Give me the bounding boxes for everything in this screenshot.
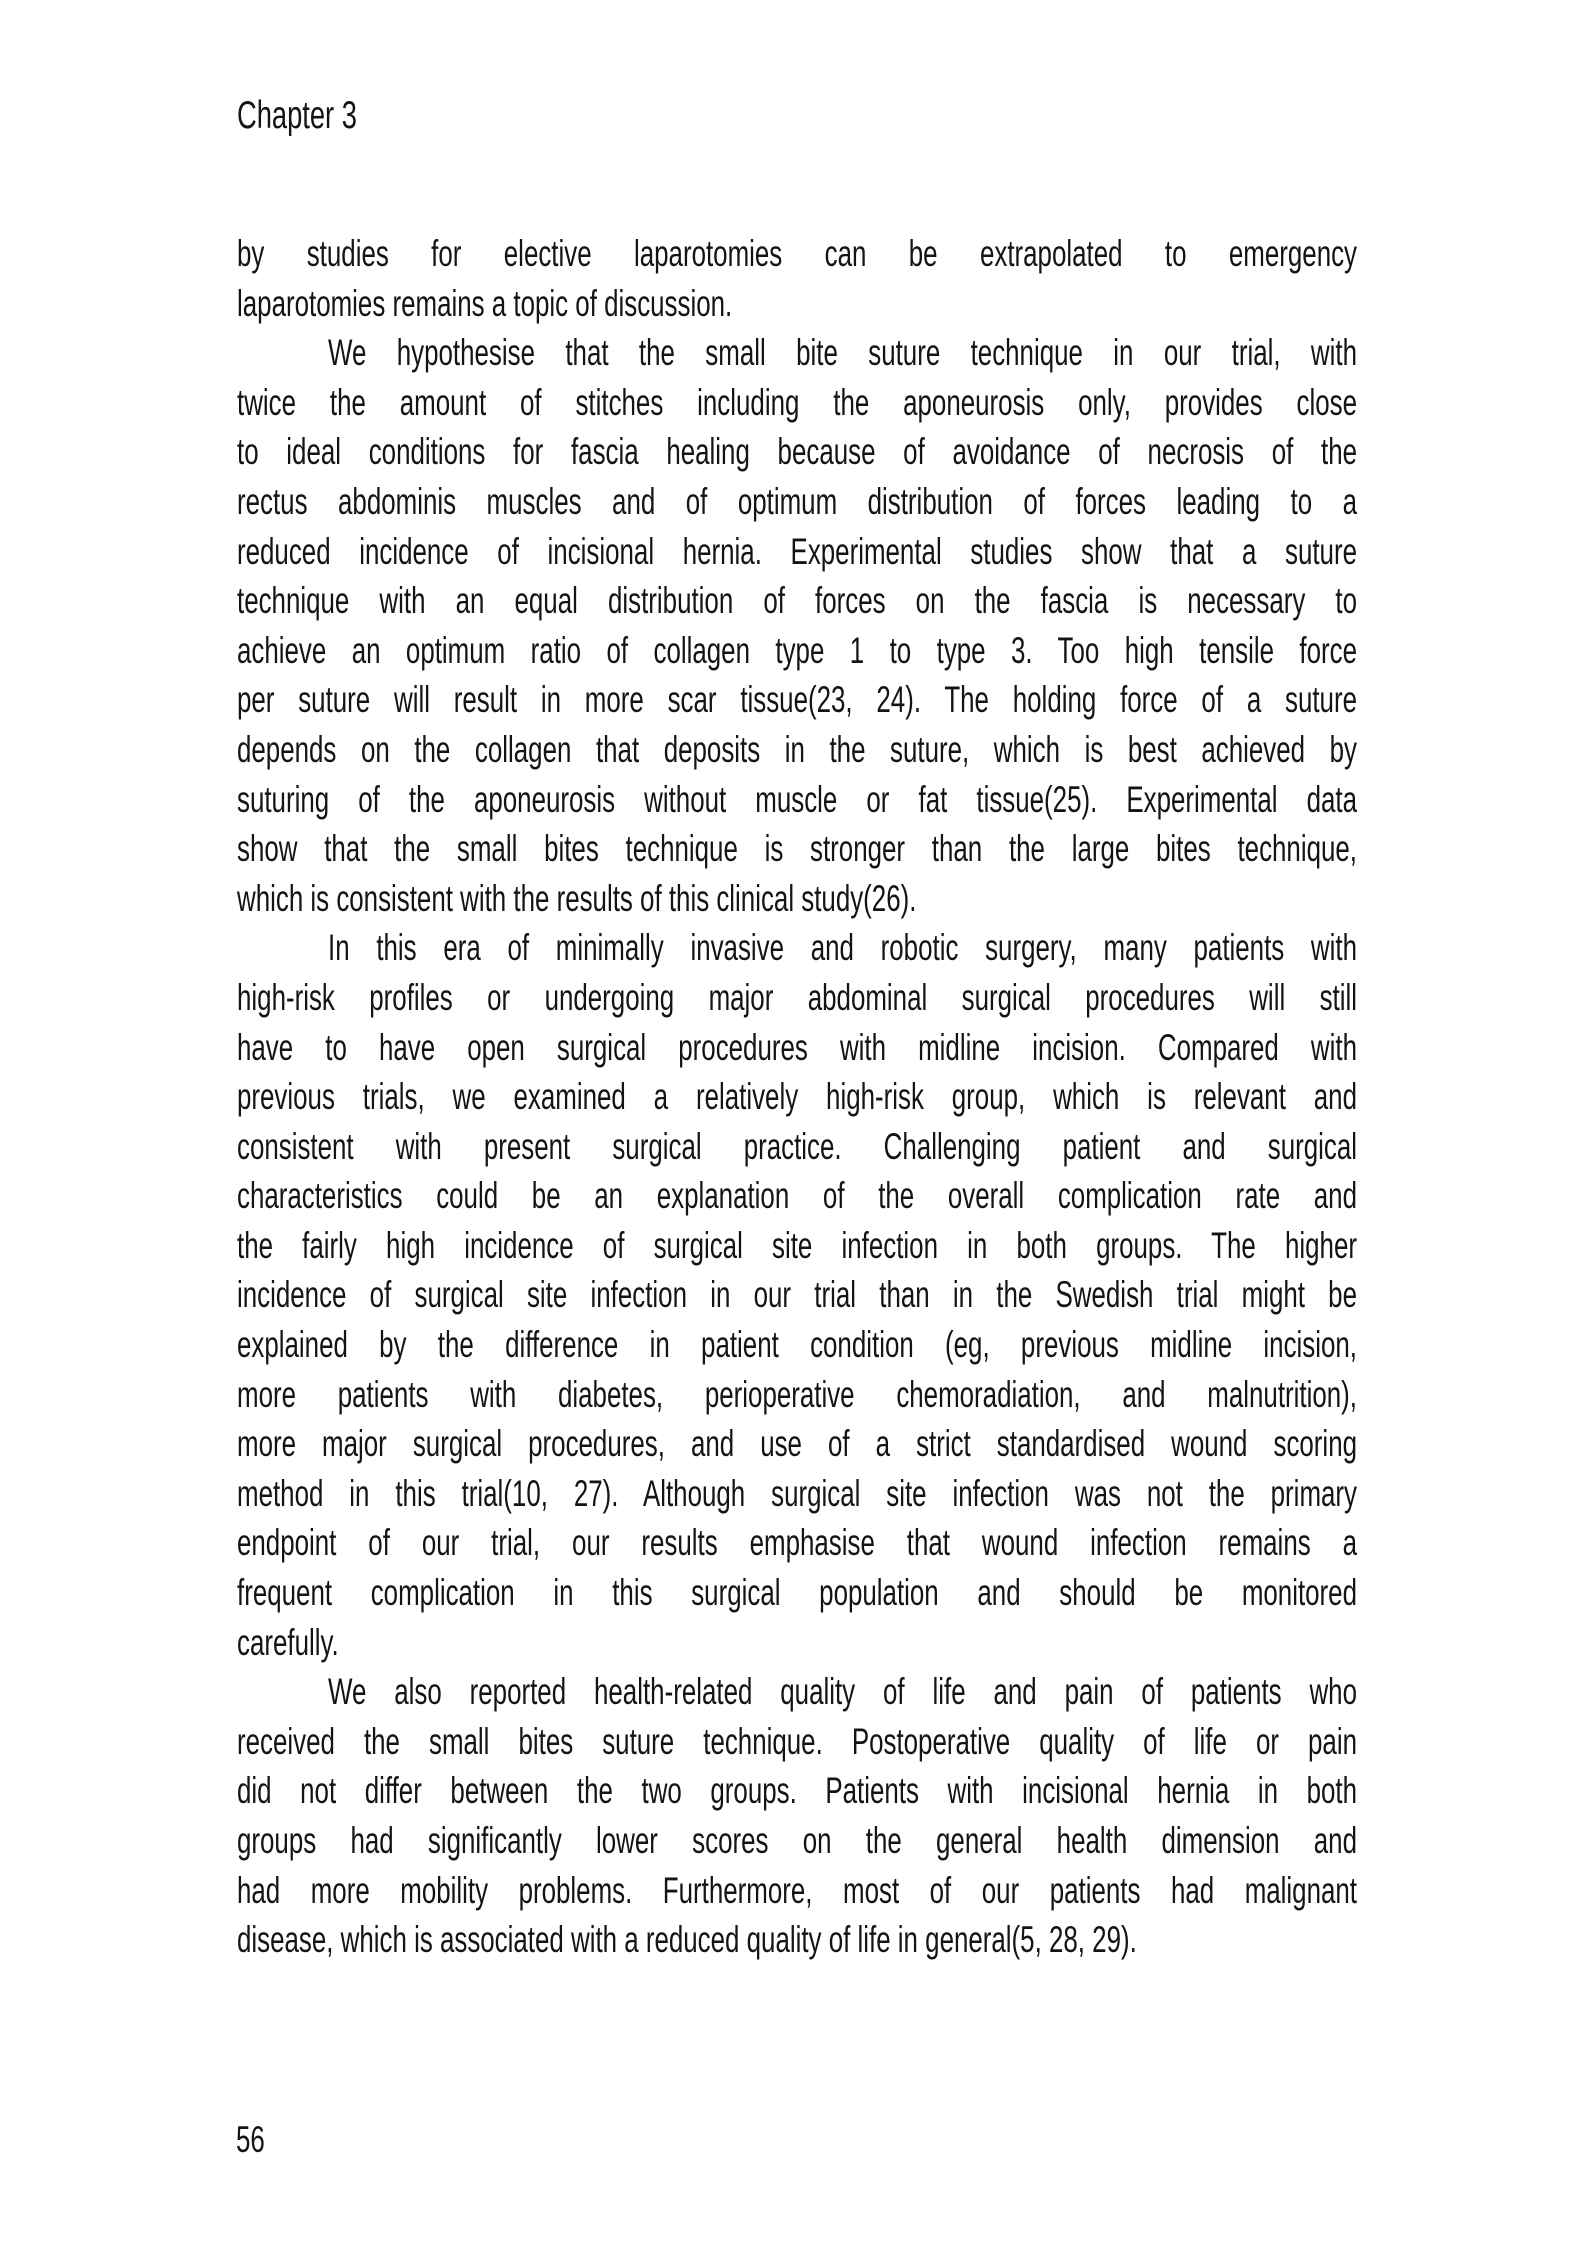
text-line: previous trials, we examined a relatively high-risk group, which is relevant and [237, 1076, 1357, 1118]
text-line: depends on the collagen that deposits in the suture, which is best achieved by [237, 728, 1357, 770]
text-line: We hypothesise that the small bite suture technique in our trial, with [328, 332, 1357, 374]
paragraph-era [237, 923, 1357, 1667]
page-number: 56 [236, 2119, 265, 2160]
text-line: disease, which is associated with a reduced quality of life in general(5, 28, 29). [237, 1919, 1137, 1961]
text-line: endpoint of our trial, our results emphasise that wound infection remains a [237, 1522, 1357, 1564]
text-line: have to have open surgical procedures with midline incision. Compared with [237, 1026, 1357, 1068]
text-line: did not differ between the two groups. Patients with incisional hernia in both [237, 1770, 1357, 1812]
text-line: the fairly high incidence of surgical site infection in both groups. The higher [237, 1224, 1357, 1266]
text-line: carefully. [237, 1621, 339, 1663]
text-line: received the small bites suture technique. Postoperative quality of life or pain [237, 1720, 1357, 1762]
paragraph-quality-of-life [237, 1667, 1357, 1965]
text-line: per suture will result in more scar tissue(23, 24). The holding force of a suture [237, 679, 1357, 721]
text-line: show that the small bites technique is stronger than the large bites technique, [237, 828, 1357, 870]
chapter-header: Chapter 3 [237, 94, 357, 137]
text-line: twice the amount of stitches including the aponeurosis only, provides close [237, 381, 1357, 423]
text-line: incidence of surgical site infection in our trial than in the Swedish trial might be [237, 1274, 1357, 1316]
paragraph-continuation [237, 229, 1357, 328]
text-line: had more mobility problems. Furthermore, most of our patients had malignant [237, 1869, 1357, 1911]
text-line: more patients with diabetes, perioperative chemoradiation, and malnutrition), [237, 1373, 1357, 1415]
text-line: more major surgical procedures, and use of a strict standardised wound scoring [237, 1423, 1357, 1465]
text-line: frequent complication in this surgical population and should be monitored [237, 1572, 1357, 1614]
text-line: consistent with present surgical practice. Challenging patient and surgical [237, 1125, 1357, 1167]
text-line: characteristics could be an explanation of the overall complication rate and [237, 1175, 1357, 1217]
text-line: In this era of minimally invasive and robotic surgery, many patients with [328, 927, 1357, 969]
text-line: explained by the difference in patient condition (eg, previous midline incision, [237, 1324, 1357, 1366]
body-text [237, 229, 1357, 1965]
text-line: rectus abdominis muscles and of optimum distribution of forces leading to a [237, 480, 1357, 522]
text-line: method in this trial(10, 27). Although surgical site infection was not the primary [237, 1472, 1357, 1514]
text-line: reduced incidence of incisional hernia. Experimental studies show that a suture [237, 530, 1357, 572]
text-line: by studies for elective laparotomies can be extrapolated to emergency [237, 233, 1357, 274]
text-line: laparotomies remains a topic of discussion. [237, 282, 733, 324]
text-line: achieve an optimum ratio of collagen type 1 to type 3. Too high tensile force [237, 629, 1357, 671]
text-line: which is consistent with the results of this clinical study(26). [237, 877, 917, 919]
text-line: to ideal conditions for fascia healing because of avoidance of necrosis of the [237, 431, 1357, 473]
text-line: groups had significantly lower scores on the general health dimension and [237, 1820, 1357, 1861]
text-line: suturing of the aponeurosis without muscle or fat tissue(25). Experimental data [237, 778, 1357, 820]
text-line: high-risk profiles or undergoing major abdominal surgical procedures will still [237, 976, 1357, 1018]
text-line: We also reported health-related quality of life and pain of patients who [328, 1671, 1357, 1713]
text-line: technique with an equal distribution of forces on the fascia is necessary to [237, 580, 1357, 622]
paragraph-hypothesis [237, 328, 1357, 923]
